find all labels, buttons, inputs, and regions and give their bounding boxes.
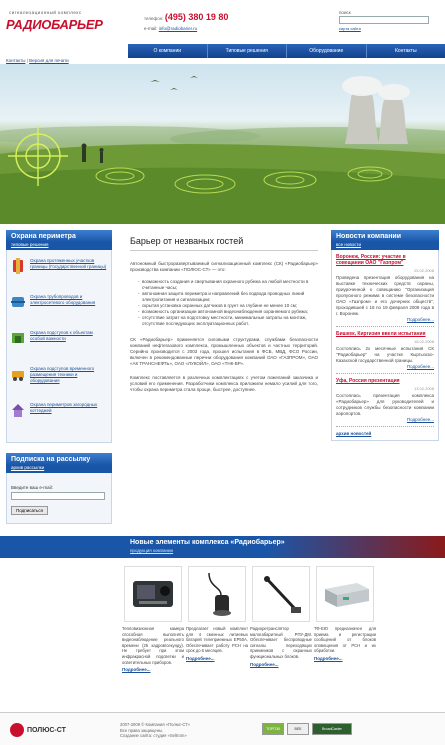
product-description: Тепловизионная камера способная выполнять видеонаблюдение реального времени (25 кадров/секунду). Не требует при этом инфракрасной подсветки и осветительных приборов.: [122, 626, 184, 665]
email-label: e-mail:: [144, 26, 158, 31]
top-nav: [128, 44, 445, 58]
delivery-paragraph: Комплекс поставляется в различных комплектациях с учетом пожеланий заказчика и условий его применения. Разработчики комплекса приложили немало усилий для того, чтобы охрана периметра стала проще, быстрее, доступнее.: [130, 375, 318, 392]
nav-item-solutions[interactable]: Типовые решения: [208, 44, 288, 58]
footer-brand: ПОЛЮС-СТ: [27, 726, 66, 734]
list-item[interactable]: [11, 258, 107, 294]
product-list: [122, 566, 440, 672]
search-label: поиск: [339, 10, 351, 15]
footer-copyright: [120, 722, 230, 739]
phone-block: [144, 12, 264, 22]
receiver-unit-icon: [317, 567, 375, 623]
cottage-icon: [11, 402, 25, 418]
logo-tagline: сигнализационный комплекс: [9, 10, 82, 15]
site-footer: [0, 712, 445, 745]
news-text: Состоялась презентация комплекса «Радиобарьер» для руководителей и сотрудников службы безопасности компании аэропортов.: [336, 393, 434, 416]
perimeter-list: [6, 250, 112, 443]
breadcrumb-contacts[interactable]: Контакты: [6, 58, 26, 63]
news-more-link[interactable]: Подробнее...: [406, 417, 434, 422]
news-list: [331, 250, 439, 441]
site-header: [0, 0, 445, 58]
print-version-link[interactable]: Версия для печати: [29, 58, 69, 63]
subscribe-button[interactable]: Подписаться: [11, 506, 48, 515]
news-headline[interactable]: Воронеж, Россия: участие в совещании ОАО "Газпром": [336, 254, 406, 266]
left-sidebar: [6, 230, 112, 524]
product-card: [122, 566, 184, 672]
vehicle-icon: [11, 366, 25, 382]
new-elements-title: Новые элементы комплекса «Радиобарьер»: [130, 539, 285, 546]
products-link[interactable]: продукция компании: [130, 548, 174, 553]
product-image[interactable]: [124, 566, 182, 622]
mail-archive-link[interactable]: архив рассылки: [6, 465, 112, 473]
news-date: 13.02.2008: [413, 386, 434, 391]
perimeter-link-cottage[interactable]: Охрана периметров загородных коттеджей: [30, 402, 98, 413]
news-date: 25.02.2008: [413, 268, 434, 273]
counter-badge[interactable]: ТОРГОВ: [262, 723, 284, 735]
subscribe-form: [6, 473, 112, 524]
usage-paragraph: СК «Радиобарьер» применяется силовыми структурами, службами безопасности компаний нефтегазового комплекса, промышленных объектов и частных территорий. Серийно производится с 2003 года, прошел испытания в ФСБ, МВД, ФСО России, включен в рекомендованные перечни оборудования компаний ОАО «ГАЗПРОМ», ОАО «АК ТРАНСНЕФТЬ», ОАО «ЛУКОЙЛ», ОАО «ТНК-ВР».: [130, 337, 318, 366]
news-text: Проведена презентация оборудования на выставке технических средств охраны, приуроченной к совещанию "Организация пропускного режима в системе безопасности ОАО «Газпром» и его дочерних обществ", проходившей с 18 по 19 февраля 2008 года в г. Воронеж.: [336, 275, 434, 316]
sensor-battery-icon: [189, 567, 247, 623]
broadcaster-badge[interactable]: BroadCaster: [312, 723, 352, 735]
news-item: [336, 378, 434, 427]
new-elements-band: [0, 536, 445, 558]
product-image[interactable]: [252, 566, 310, 622]
email-link[interactable]: info@radiobarier.ru: [158, 26, 198, 31]
subscribe-title: Подписка на рассылку: [6, 453, 112, 465]
search-input[interactable]: [339, 16, 429, 24]
perimeter-link-facility[interactable]: Охрана подступов к объектам особой важности: [30, 330, 93, 341]
news-date: 16.02.2008: [413, 339, 434, 344]
credits-line[interactable]: Создание сайта: студия «Seltrom»: [120, 733, 187, 738]
thermal-camera-icon: [125, 567, 183, 623]
perimeter-title: Охрана периметра: [6, 230, 112, 242]
product-image[interactable]: [316, 566, 374, 622]
copyright-line: 2007-2009 © Компания «Полюс-СТ»: [120, 722, 190, 727]
logo-brand: РАДИОБАРЬЕР: [6, 17, 103, 32]
counter-badge[interactable]: ВЕБ: [287, 723, 309, 735]
search-box: [339, 10, 435, 31]
news-archive-link[interactable]: архив новостей: [336, 431, 372, 436]
email-field-label: Введите ваш e-mail:: [11, 485, 53, 490]
news-more-link[interactable]: Подробнее...: [406, 364, 434, 369]
cooling-tower-icon: [345, 94, 408, 144]
list-item: - отсутствие затрат на подготовку местности, минимальные затраты на монтаж, отсутствие последующих эксплуатационных работ.: [138, 315, 318, 327]
list-item: - скрытая установка охранных датчиков в грунт на глубине не менее 10 см;: [138, 303, 318, 309]
product-more-link[interactable]: Подробнее...: [186, 655, 215, 661]
right-sidebar: [331, 230, 439, 441]
phone-number: (495) 380 19 80: [164, 12, 229, 22]
product-more-link[interactable]: Подробнее...: [314, 655, 343, 661]
page-title: Барьер от незваных гостей: [130, 236, 318, 251]
footer-logo[interactable]: [10, 723, 66, 737]
product-card: [250, 566, 312, 672]
feature-list: [138, 279, 318, 327]
news-title: Новости компании: [331, 230, 439, 242]
news-headline[interactable]: Уфа, Россия презентация: [336, 378, 400, 384]
breadcrumb: [6, 58, 69, 63]
list-item: - возможность создания и свертывания охранного рубежа на любой местности в считанные часы;: [138, 279, 318, 291]
product-image[interactable]: [188, 566, 246, 622]
subscribe-email-field[interactable]: [11, 492, 105, 500]
site-logo[interactable]: [6, 10, 118, 50]
list-item[interactable]: [11, 366, 107, 402]
main-content: [130, 236, 318, 393]
phone-label: телефон:: [144, 16, 164, 21]
product-description: ТФ-ЕЮ предназначен для приема и регистрации сообщений от блоков оповещения от РСН и их обработки.: [314, 626, 376, 654]
list-item: - автономная защита периметра и направлений без подвода проводных линий электропитания и сигнализации;: [138, 291, 318, 303]
hero-illustration: [0, 64, 445, 224]
product-description: Радиоретранслятор малогабаритный РПУ-ДМ. Обеспечивает беспроводные сигналы переходящих приемников с охранных функциональных блоков.: [250, 626, 312, 659]
sitemap-link[interactable]: карта сайта: [339, 26, 361, 31]
breadcrumb-separator: |: [26, 58, 28, 63]
hero-banner: [0, 64, 445, 224]
product-more-link[interactable]: Подробнее...: [250, 661, 279, 667]
polus-logo-icon: [10, 723, 24, 737]
pipeline-icon: [11, 294, 25, 310]
news-item: [336, 254, 434, 327]
list-item[interactable]: [11, 330, 107, 366]
list-item[interactable]: [11, 402, 107, 438]
product-description: Предлагает новый комплект для 4 сменных литиевых батарей телеприемных ЕР50А. Обеспечивает работу РСН на срок до 6 месяцев.: [186, 626, 248, 654]
perimeter-link-pipeline[interactable]: Охрана трубопроводов и электросетевого оборудования: [30, 294, 96, 305]
nav-item-equipment[interactable]: Оборудование: [287, 44, 367, 58]
perimeter-link-border[interactable]: Охрана протяженных участков границы (Государственной границы): [30, 258, 107, 269]
news-item: [336, 331, 434, 374]
nav-item-contacts[interactable]: Контакты: [394, 48, 417, 54]
news-more-link[interactable]: Подробнее...: [406, 317, 434, 322]
intro-paragraph: Автономный быстроразвертываемый сигнализационный комплекс (СК) «Радиобарьер» производства компании «ПОЛЮС-СТ» — это:: [130, 261, 318, 272]
repeater-antenna-icon: [253, 567, 311, 623]
counter-badges: [262, 723, 355, 735]
all-news-link[interactable]: все новости: [331, 242, 439, 250]
news-text: Состоялись 2х месячные испытания СК "Радиобарьер" на участке Кыргызско-Казахской государственной границы.: [336, 346, 434, 363]
facility-icon: [11, 330, 25, 346]
news-headline[interactable]: Бишкек, Киргизия ввели испытания: [336, 331, 426, 337]
solutions-link[interactable]: типовые решения: [6, 242, 112, 250]
email-block: [144, 26, 197, 31]
product-card: [186, 566, 248, 672]
subscribe-box: [6, 453, 112, 524]
product-card: [314, 566, 376, 672]
product-more-link[interactable]: Подробнее...: [122, 667, 151, 673]
rights-line: Все права защищены.: [120, 727, 164, 733]
nav-item-about[interactable]: О компании: [128, 44, 208, 58]
border-post-icon: [11, 258, 25, 274]
list-item[interactable]: [11, 294, 107, 330]
perimeter-link-equipment[interactable]: Охрана подступов временного размещения техники и оборудования: [30, 366, 95, 383]
list-item: - возможность организации автономной видеонаблюдения охраняемого рубежа;: [138, 309, 318, 315]
